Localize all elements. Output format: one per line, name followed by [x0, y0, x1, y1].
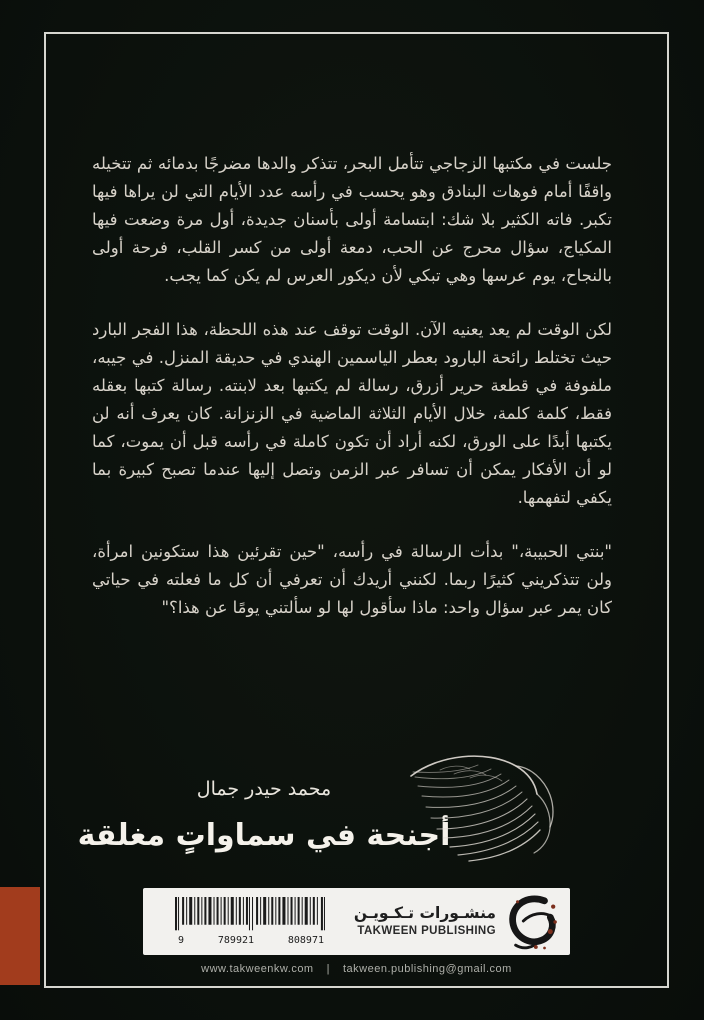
isbn-group2: 808971: [287, 935, 324, 946]
book-title: أجنحة في سماواتٍ مغلقة: [77, 818, 451, 853]
publisher-identity: [354, 894, 558, 950]
blurb-paragraph: "بنتي الحبيبة،" بدأت الرسالة في رأسه، "حين تقرئين هذا ستكونين امرأة، ولن تتذكريني كثيرًا ربما. لكنني أريدك أن تعرفي أن كل ما فعلته في حياتي كان يمر عبر سؤال واحد: ماذا سأقول لها لو سألتني يومًا عن هذا؟": [92, 542, 612, 617]
isbn-prefix: 9: [178, 935, 185, 946]
publisher-contacts: [44, 963, 669, 975]
spine-accent-strip: [0, 887, 40, 985]
isbn-group1: 789921: [217, 935, 255, 946]
barcode-icon: [175, 897, 327, 934]
blurb-paragraph: لكن الوقت لم يعد يعنيه الآن. الوقت توقف عند هذه اللحظة، هذا الفجر البارد حيث تختلط رائحة البارود بعطر الياسمين الهندي في حديقة المنزل. في جيبه، ملفوفة في قطعة حرير أزرق، رسالة لم يكتبها بعد لابنته. رسالة كتبها بعقله فقط، كلمة كلمة، خلال الأيام الثلاثة الماضية في الزنزانة. كان يعرف أنه لن يكتبها أبدًا على الورق، لكنه أراد أن تكون كاملة في رأسه قبل أن يموت، كما لو أن الأفكار يمكن أن تسافر عبر الزمن وتصل إليها عندما تصبح كبيرة بما يكفي لتفهمها.: [92, 320, 612, 507]
contacts-separator: |: [326, 963, 330, 975]
publisher-name-english: TAKWEEN PUBLISHING: [357, 924, 496, 937]
isbn-number: [175, 935, 327, 946]
takween-logo-icon: [506, 894, 558, 950]
publisher-email: takween.publishing@gmail.com: [342, 963, 512, 975]
publisher-strip: [143, 888, 570, 955]
blurb-paragraph: جلست في مكتبها الزجاجي تتأمل البحر، تتذكر والدها مضرجًا بدمائه ثم تتخيله واقفًا أمام فوهات البنادق وهو يحسب في رأسه عدد الأيام التي لن يراها فيها تكبر. فاته الكثير بلا شك: ابتسامة أولى بأسنان جديدة، أول مرة وضعت فيها المكياج، سؤال محرج عن الحب، دمعة أولى من كسر القلب، فرحة أولى بالنجاح، يوم عرسها وهي تبكي لأن ديكور العرس لم يكن كما يجب.: [92, 154, 612, 285]
publisher-name-arabic: منشـورات تـكـويـن: [353, 904, 496, 923]
author-name: محمد حيدر جمال: [196, 778, 332, 800]
isbn-barcode-block: [175, 897, 327, 946]
wing-icon: [406, 746, 570, 868]
blurb-text-block: [92, 150, 612, 648]
title-block: [64, 780, 464, 854]
publisher-website: www.takweenkw.com: [201, 963, 314, 975]
publisher-names: [354, 904, 496, 938]
